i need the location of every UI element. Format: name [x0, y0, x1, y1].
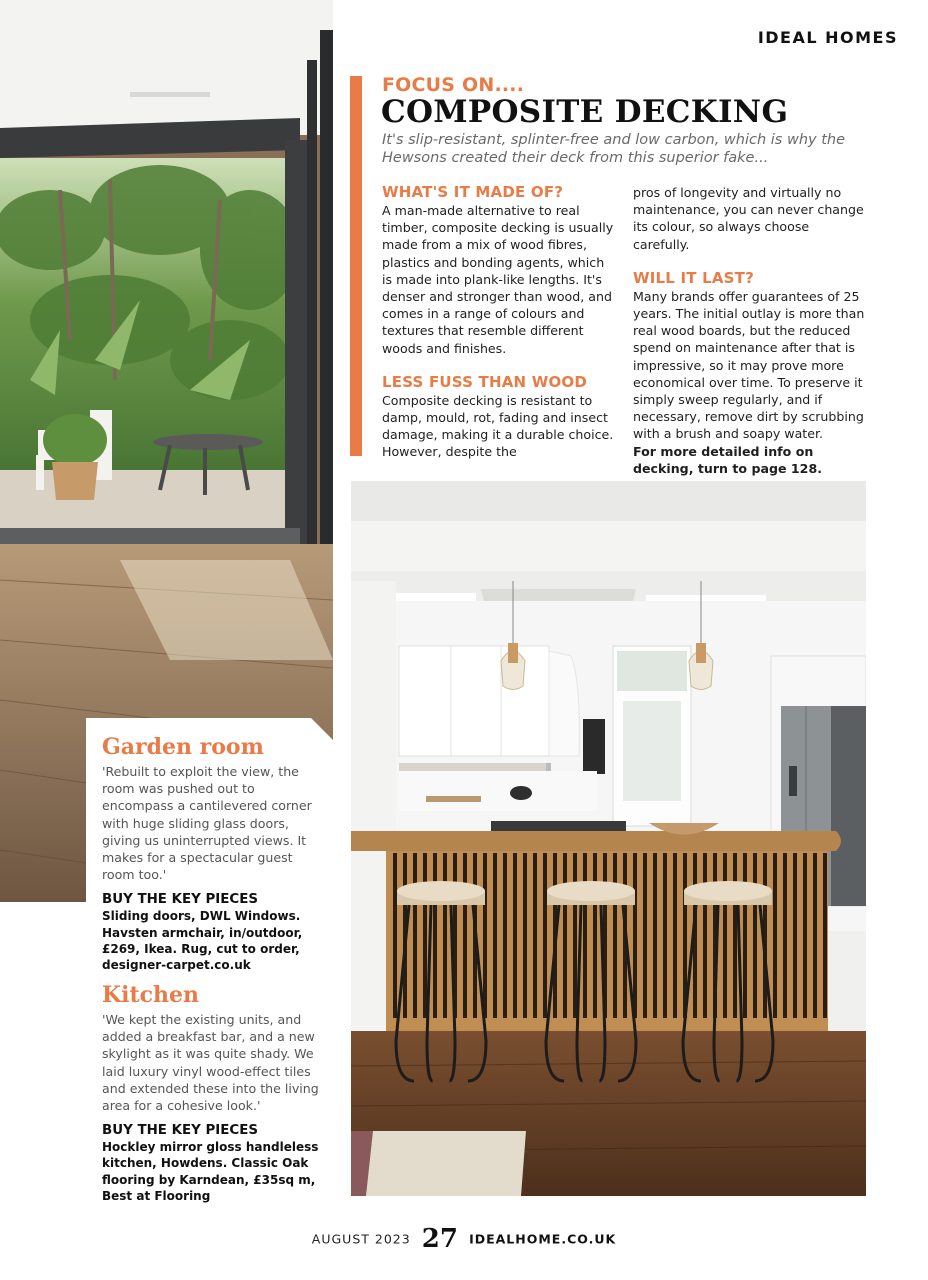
section-heading: LESS FUSS THAN WOOD [382, 372, 588, 391]
website: IDEALHOME.CO.UK [469, 1231, 617, 1247]
section-body: Composite decking is resistant to damp, mould, rot, fading and insect damage, making it a durable choice. However, despite the [382, 392, 614, 460]
issue-date: AUGUST 2023 [311, 1231, 411, 1247]
section-heading: WILL IT LAST? [633, 268, 755, 287]
focus-title: COMPOSITE DECKING [381, 94, 789, 130]
kitchen-quote: 'We kept the existing units, and added a breakfast bar, and a new skylight as it was quite shady. We laid luxury vinyl wood-effect tiles and extended these into the living area for a cohesive look.' [102, 1012, 319, 1114]
key-pieces-heading: BUY THE KEY PIECES [102, 892, 259, 908]
focus-standfirst: It's slip-resistant, splinter-free and low carbon, which is why the Hewsons created their deck from this superior fake... [382, 132, 846, 166]
focus-column-2 [633, 184, 869, 477]
garden-room-title: Garden room [102, 734, 264, 760]
page-footer [0, 1224, 928, 1254]
kitchen-caption [102, 981, 324, 1204]
focus-kicker: FOCUS ON.... [382, 74, 525, 96]
garden-room-caption [102, 733, 324, 973]
section-body: Many brands offer guarantees of 25 years. The initial outlay is more than real wood boards, but the reduced spend on maintenance after that is impressive, so it may prove more economical over time. To preserve it simply sweep regularly, and if necessary, remove dirt by scrubbing with a brush and soapy water. [633, 288, 865, 442]
page-number: 27 [421, 1224, 458, 1254]
section-body: pros of longevity and virtually no maintenance, you can never change its colour, so always choose carefully. [633, 185, 864, 252]
kitchen-photo [351, 481, 866, 1196]
garden-room-quote: 'Rebuilt to exploit the view, the room was pushed out to encompass a cantilevered corner with huge sliding glass doors, giving us uninterrupted views. It makes for a spectacular guest room too.' [102, 764, 312, 883]
brand-logo: IDEAL HOMES [757, 28, 898, 47]
section-body: A man-made alternative to real timber, composite decking is usually made from a mix of wood fibres, plastics and bonding agents, which is made into plank-like lengths. It's denser and stronger than wood, and comes in a range of colours and textures that resemble different woods and finishes. [382, 203, 614, 356]
focus-column-1 [382, 182, 614, 461]
key-pieces-list: Hockley mirror gloss handleless kitchen, Howdens. Classic Oak flooring by Karndean, £35sq m, Best at Flooring [102, 1140, 319, 1203]
more-info-link: For more detailed info on decking, turn to page 128. [633, 443, 822, 476]
kitchen-title: Kitchen [102, 982, 200, 1008]
section-heading: WHAT'S IT MADE OF? [382, 183, 564, 201]
key-pieces-list: Sliding doors, DWL Windows. Havsten armchair, in/outdoor, £269, Ikea. Rug, cut to order, designer-carpet.co.uk [102, 909, 303, 973]
accent-bar [350, 76, 362, 456]
key-pieces-heading: BUY THE KEY PIECES [102, 1123, 259, 1139]
